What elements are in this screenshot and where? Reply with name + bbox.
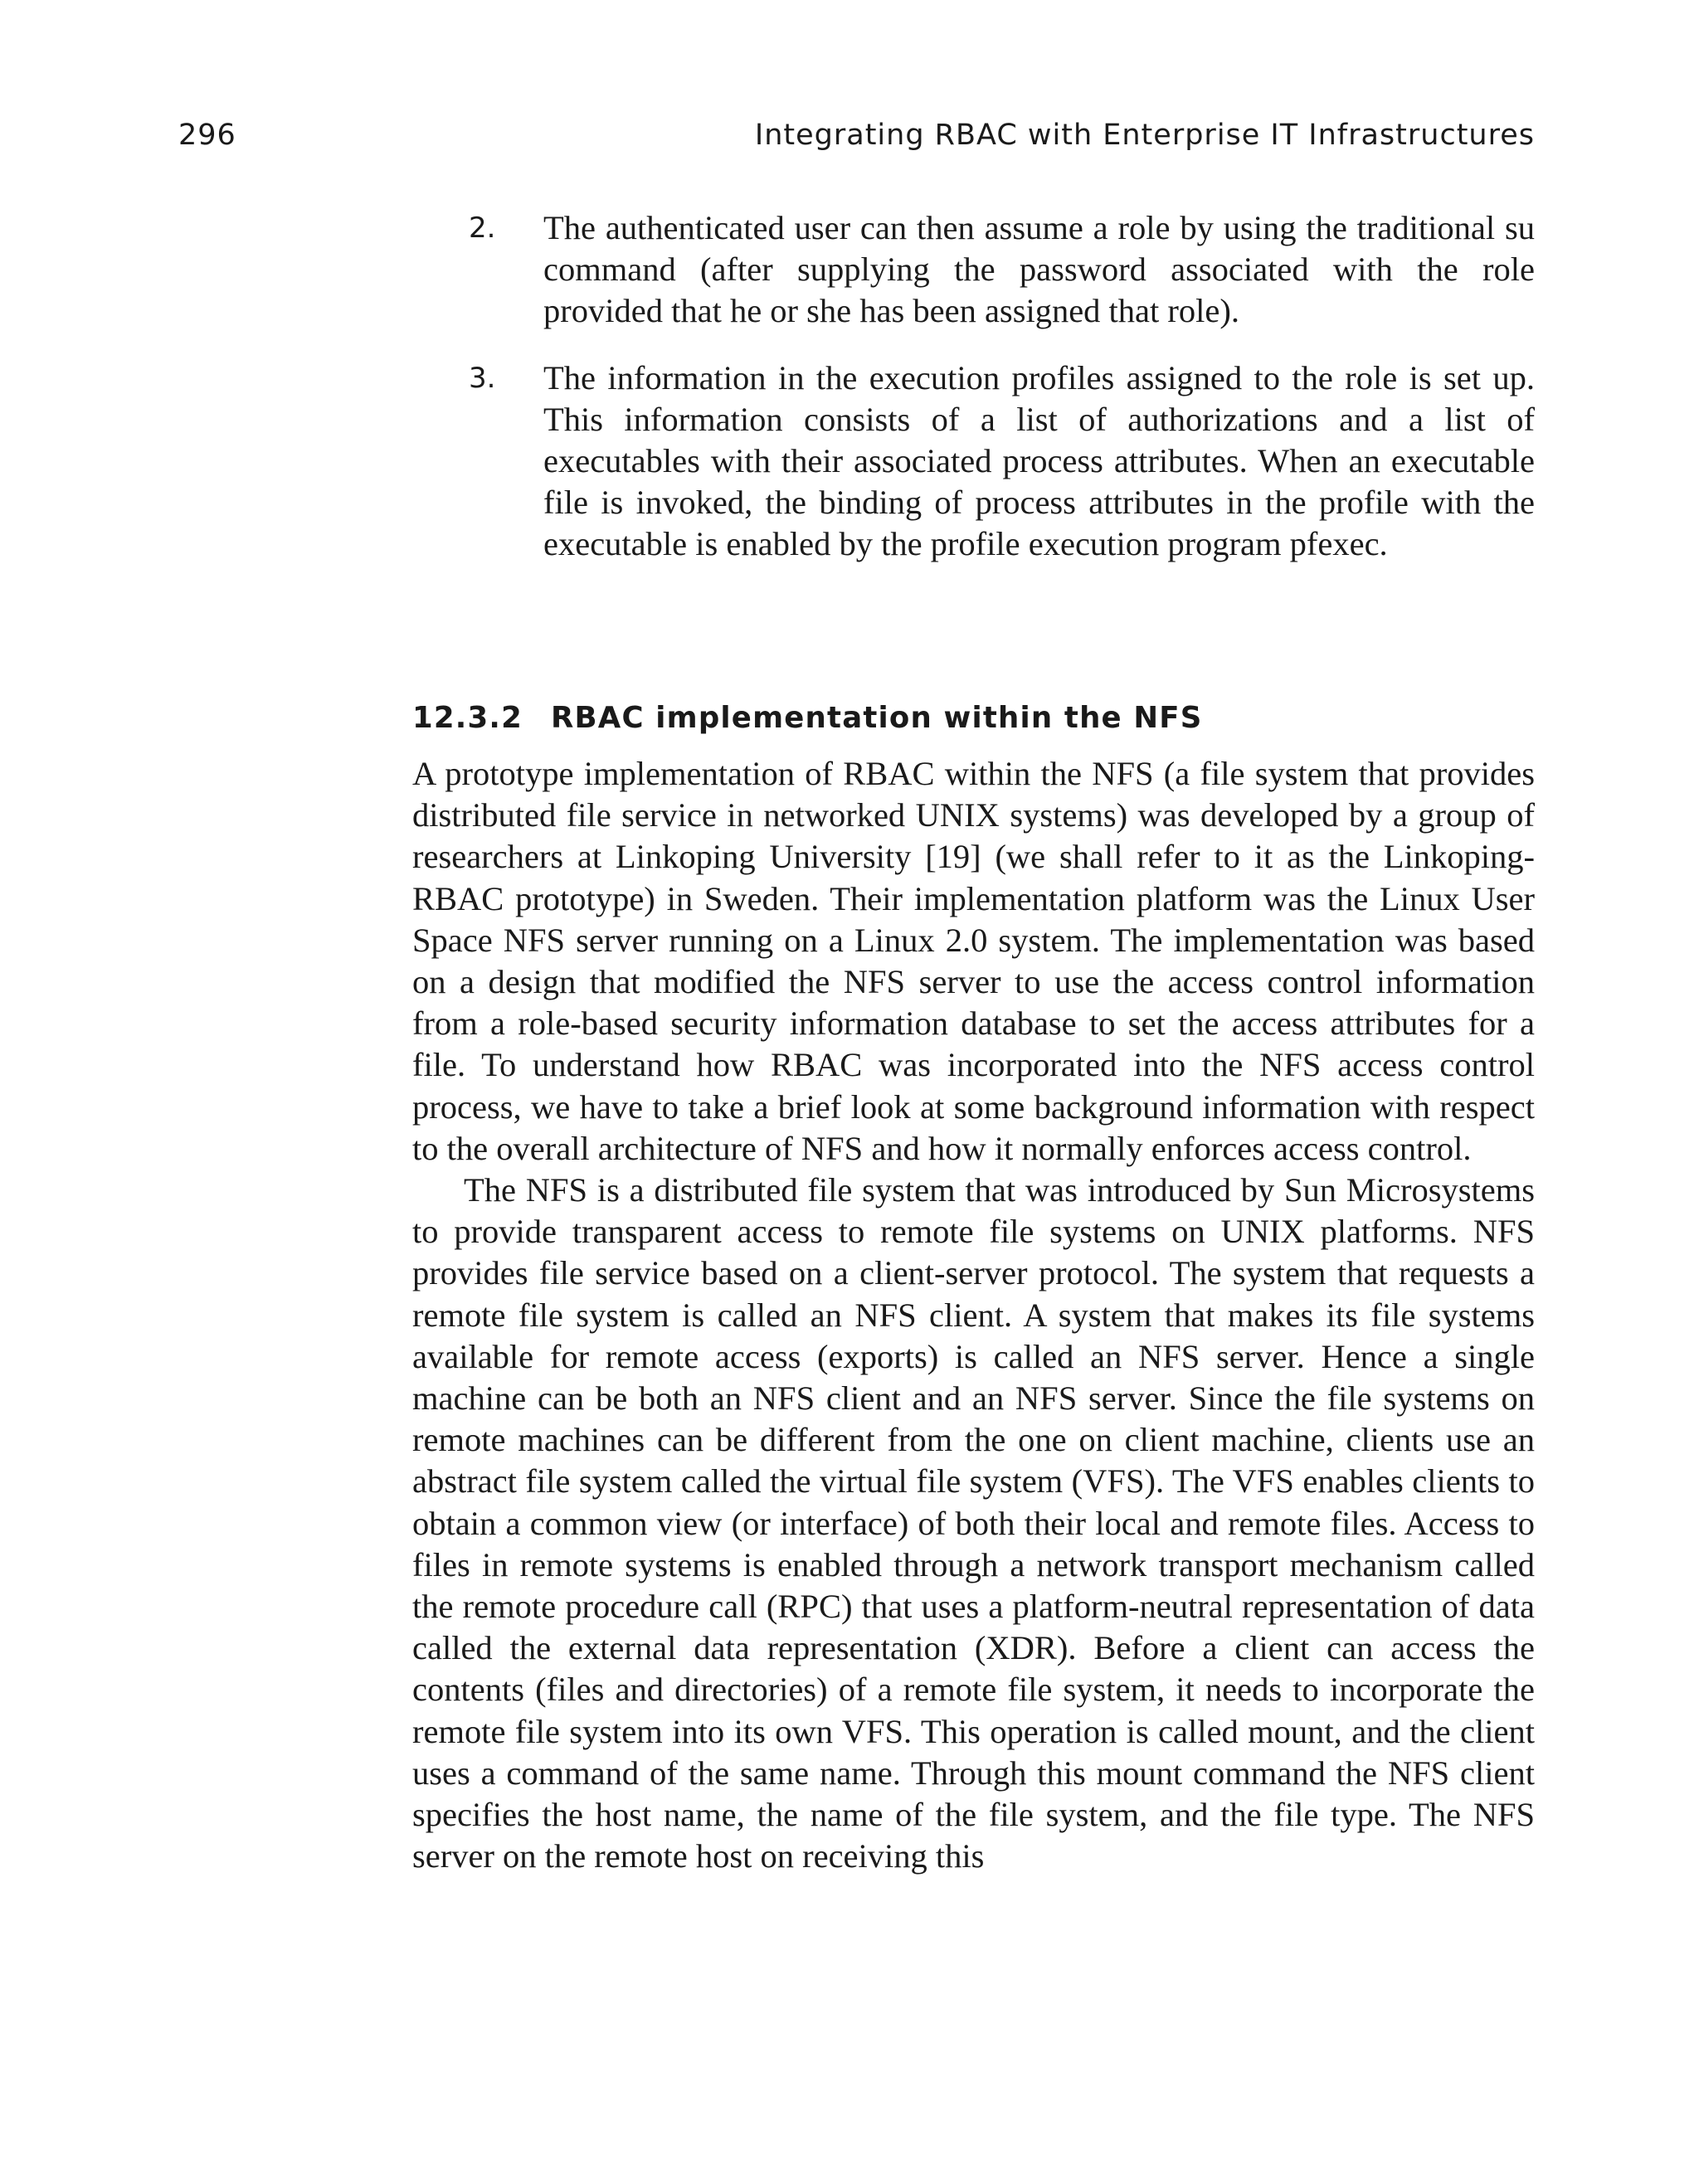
list-item	[469, 207, 1535, 333]
section-number: 12.3.2	[412, 701, 523, 735]
body-paragraph: The NFS is a distributed file system that was introduced by Sun Microsystems to provide transparent access to remote file systems on UNIX platforms. NFS provides file service based on a client-server protocol. The system that requests a remote file system is called an NFS client. A system that makes its file systems available for remote access (exports) is called an NFS server. Hence a single machine can be both an NFS client and an NFS server. Since the file systems on remote machines can be different from the one on client machine, clients use an abstract file system called the virtual file system (VFS). The VFS enables clients to obtain a common view (or interface) of both their local and remote files. Access to files in remote systems is enabled through a network transport mechanism called the remote procedure call (RPC) that uses a platform-neutral representation of data called the external data representation (XDR). Before a client can access the contents (files and directories) of a remote file system, it needs to incorporate the remote file system into its own VFS. This operation is called mount, and the client uses a command of the same name. Through this mount command the NFS client specifies the host name, the name of the file system, and the file type. The NFS server on the remote host on receiving this	[412, 1171, 1535, 1875]
page-number: 296	[178, 119, 236, 152]
list-item-number: 2.	[469, 212, 496, 245]
numbered-list	[469, 207, 1535, 591]
list-item-text: The authenticated user can then assume a role by using the traditional su command (after supplying the password associated with the role provided that he or she has been assigned that role).	[543, 209, 1535, 330]
body-paragraph: A prototype implementation of RBAC within the NFS (a file system that provides distributed file service in networked UNIX systems) was developed by a group of researchers at Linkoping University [19] (we shall refer to it as the Linkoping-RBAC prototype) in Sweden. Their implementation platform was the Linux User Space NFS server running on a Linux 2.0 system. The implementation was based on a design that modified the NFS server to use the access control information from a role-based security information database to set the access attributes for a file. To understand how RBAC was incorporated into the NFS access control process, we have to take a brief look at some background information with respect to the overall architecture of NFS and how it normally enforces access control.	[412, 755, 1535, 1167]
body-text	[412, 753, 1535, 1877]
chapter-title: Integrating RBAC with Enterprise IT Infrastructures	[754, 119, 1535, 152]
list-item-text: The information in the execution profiles assigned to the role is set up. This information consists of a list of authorizations and a list of executables with their associated process attributes. When an executable file is invoked, the binding of process attributes in the profile with the executable is enabled by the profile execution program pfexec.	[543, 358, 1535, 563]
section-heading	[412, 699, 1535, 737]
list-item-number: 3.	[469, 361, 496, 395]
list-item	[469, 358, 1535, 566]
section-title: RBAC implementation within the NFS	[550, 701, 1203, 735]
